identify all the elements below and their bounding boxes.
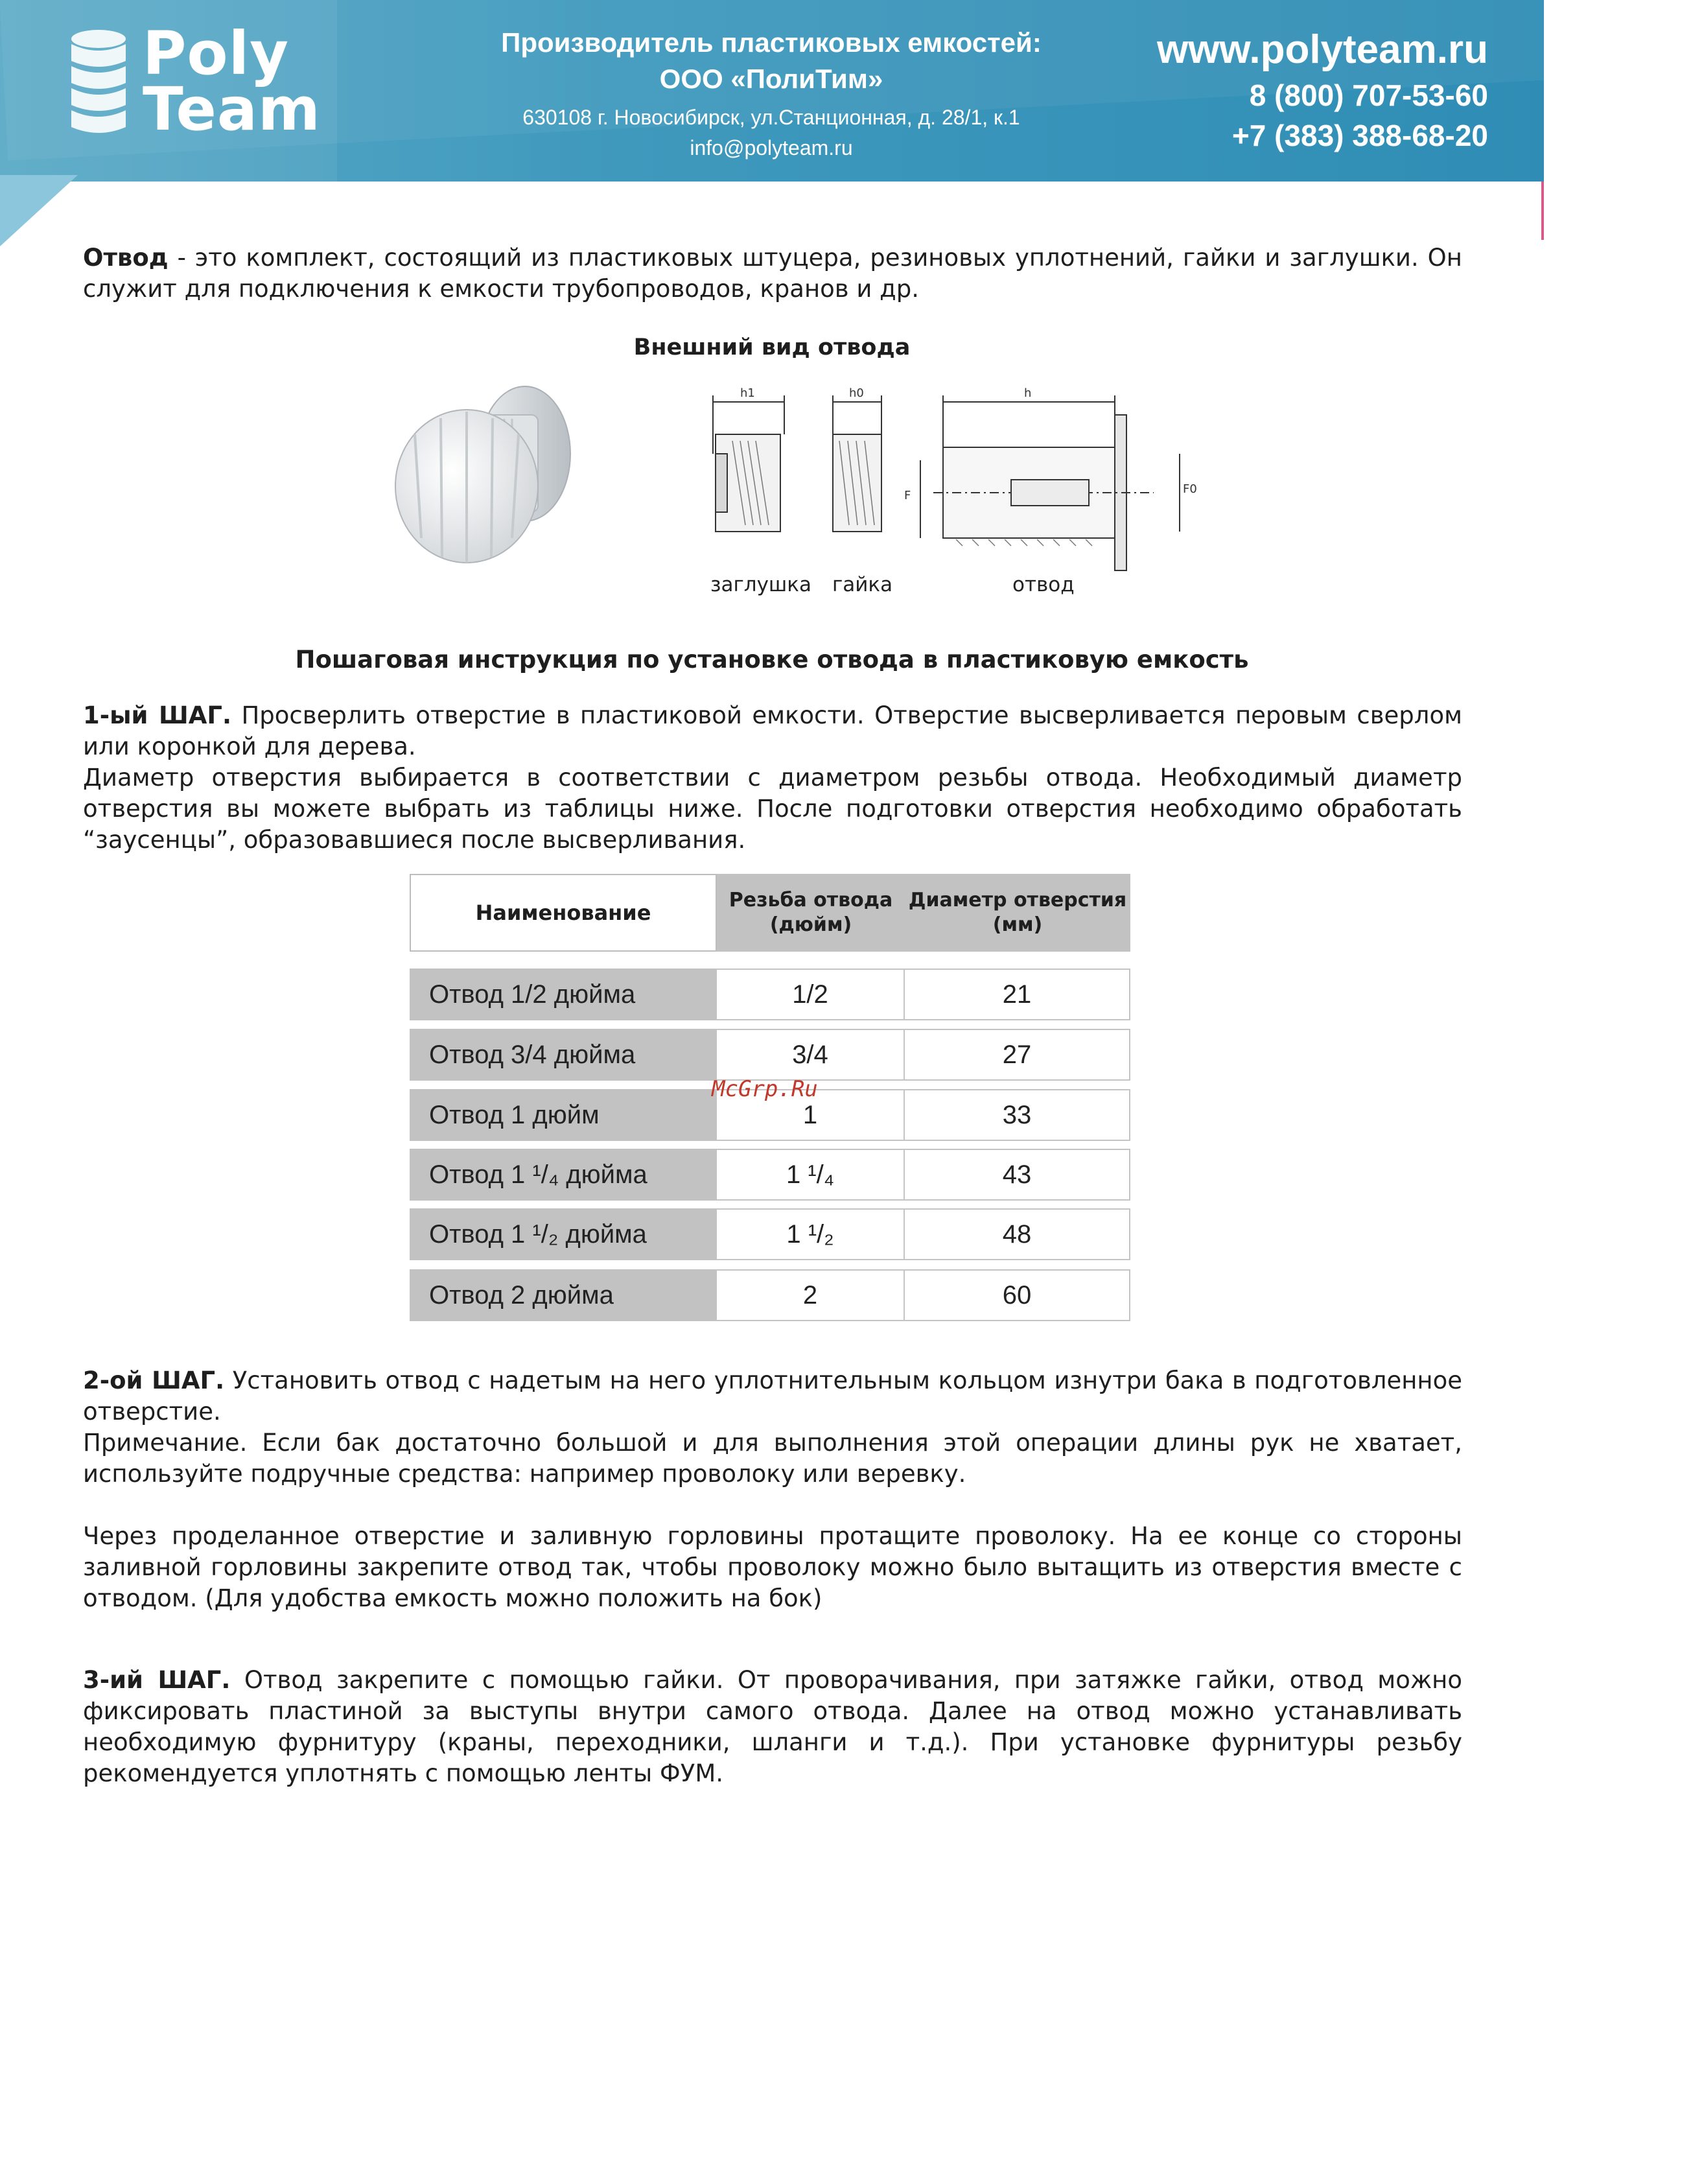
outlet-technical-drawing — [700, 376, 1197, 583]
nut-drawing — [833, 386, 881, 532]
dim-h0: h0 — [849, 386, 864, 400]
dim-F0: F0 — [1183, 482, 1197, 496]
step3-text: Отвод закрепите с помощью гайки. От проворачивания, при затяжке гайки, отвод можно фиксировать пластиной за выступы внутри самого отвода. Далее на отвод можно устанавливать необходимую фурнитуру (краны, переходники, шланги и т.д.). При установке фурнитуры резьбу рекомендуется уплотнять с помощью ленты ФУМ. — [83, 1666, 1463, 1787]
cell-thread: 3/4 — [717, 1029, 905, 1081]
cell-thread: 1 ¹/₂ — [717, 1208, 905, 1260]
step1-text: Просверлить отверстие в пластиковой емкости. Отверстие высверливается перовым сверлом или коронкой для дерева. — [83, 701, 1462, 760]
intro-text: - это комплект, состоящий из пластиковых штуцера, резиновых уплотнений, гайки и заглушки. Он служит для подключения к емкости трубопроводов, кранов и др. — [83, 244, 1462, 303]
cell-name: Отвод 1 дюйм — [410, 1089, 717, 1141]
caption-outlet: отвод — [1012, 573, 1075, 596]
step2-wire-paragraph: Через проделанное отверстие и заливную горловины протащите проволоку. На ее конце со стороны заливной горловины закрепите отвод так, чтобы проволоку можно было вытащить из отверстия вместе с отводом. (Для удобства емкость можно положить на бок) — [83, 1522, 1462, 1612]
logo-line1: Poly — [143, 19, 290, 88]
company-email[interactable]: info@polyteam.ru — [690, 136, 853, 159]
cell-diameter: 60 — [905, 1269, 1130, 1321]
cell-diameter: 27 — [905, 1029, 1130, 1081]
company-tagline: Производитель пластиковых емкостей: — [501, 27, 1042, 58]
cell-name: Отвод 1 ¹/₄ дюйма — [410, 1149, 717, 1201]
cell-thread: 1/2 — [717, 969, 905, 1020]
outlet-drawing — [904, 386, 1197, 570]
page-edge-mark — [1541, 182, 1544, 240]
instructions-title: Пошаговая инструкция по установке отвода в пластиковую емкость — [295, 646, 1249, 674]
cell-thread: 1 — [717, 1089, 905, 1141]
step3-label: 3-ий ШАГ. — [83, 1666, 231, 1694]
cell-name: Отвод 1 ¹/₂ дюйма — [410, 1208, 717, 1260]
watermark-text: McGrp.Ru — [712, 1076, 818, 1102]
table-row — [410, 1208, 1130, 1260]
step1-paragraph — [83, 700, 1462, 856]
header-name: Наименование — [410, 874, 717, 952]
outlet-photo — [369, 382, 603, 570]
database-logo-icon — [70, 27, 127, 144]
dim-h1: h1 — [740, 386, 755, 400]
cell-name: Отвод 1/2 дюйма — [410, 969, 717, 1020]
step1-label: 1-ый ШАГ. — [83, 701, 232, 729]
phone-secondary: +7 (383) 388-68-20 — [1231, 119, 1488, 152]
table-row — [410, 1149, 1130, 1201]
step2-text: Установить отвод с надетым на него уплотнительным кольцом изнутри бака в подготовленное отверстие. — [83, 1367, 1462, 1426]
figure-title: Внешний вид отвода — [633, 335, 911, 360]
contact-info — [1157, 25, 1488, 156]
company-name: ООО «ПолиТим» — [659, 64, 883, 94]
table-row — [410, 1269, 1130, 1321]
step2-paragraph — [83, 1365, 1462, 1490]
step2-note: Примечание. Если бак достаточно большой и для выполнения этой операции длины рук не хватает, используйте подручные средства: например проволоку или веревку. — [83, 1429, 1462, 1488]
dim-h: h — [1024, 386, 1032, 400]
corner-decoration — [0, 175, 78, 246]
website-link[interactable]: www.polyteam.ru — [1156, 27, 1488, 72]
table-header — [410, 874, 1130, 952]
dim-F: F — [904, 489, 911, 502]
cell-diameter: 43 — [905, 1149, 1130, 1201]
cell-diameter: 48 — [905, 1208, 1130, 1260]
header-thread: Резьба отвода (дюйм) — [717, 874, 905, 952]
cell-name: Отвод 2 дюйма — [410, 1269, 717, 1321]
logo-line2: Team — [143, 75, 321, 144]
cell-diameter: 21 — [905, 969, 1130, 1020]
step2-label: 2-ой ШАГ. — [83, 1367, 225, 1394]
plug-drawing — [713, 386, 784, 532]
header-banner — [0, 0, 1544, 182]
cell-thread: 1 ¹/₄ — [717, 1149, 905, 1201]
header-diameter: Диаметр отверстия (мм) — [905, 874, 1130, 952]
cell-name: Отвод 3/4 дюйма — [410, 1029, 717, 1081]
caption-nut: гайка — [832, 573, 893, 596]
step3-paragraph — [83, 1665, 1462, 1789]
step1-text2: Диаметр отверстия выбирается в соответствии с диаметром резьбы отвода. Необходимый диаметр отверстия вы можете выбрать из таблицы ниже. После подготовки отверстия необходимо обработать “заусенцы”, образовавшиеся после высверливания. — [83, 764, 1462, 854]
cell-diameter: 33 — [905, 1089, 1130, 1141]
company-info — [454, 25, 1089, 162]
company-address: 630108 г. Новосибирск, ул.Станционная, д. 28/1, к.1 — [522, 106, 1020, 129]
caption-plug: заглушка — [710, 573, 812, 596]
table-row — [410, 969, 1130, 1020]
intro-term: Отвод — [83, 244, 169, 272]
phone-primary: 8 (800) 707-53-60 — [1249, 78, 1488, 112]
cell-thread: 2 — [717, 1269, 905, 1321]
brand-logo-text — [143, 19, 321, 144]
table-row — [410, 1029, 1130, 1081]
intro-paragraph — [83, 242, 1462, 305]
